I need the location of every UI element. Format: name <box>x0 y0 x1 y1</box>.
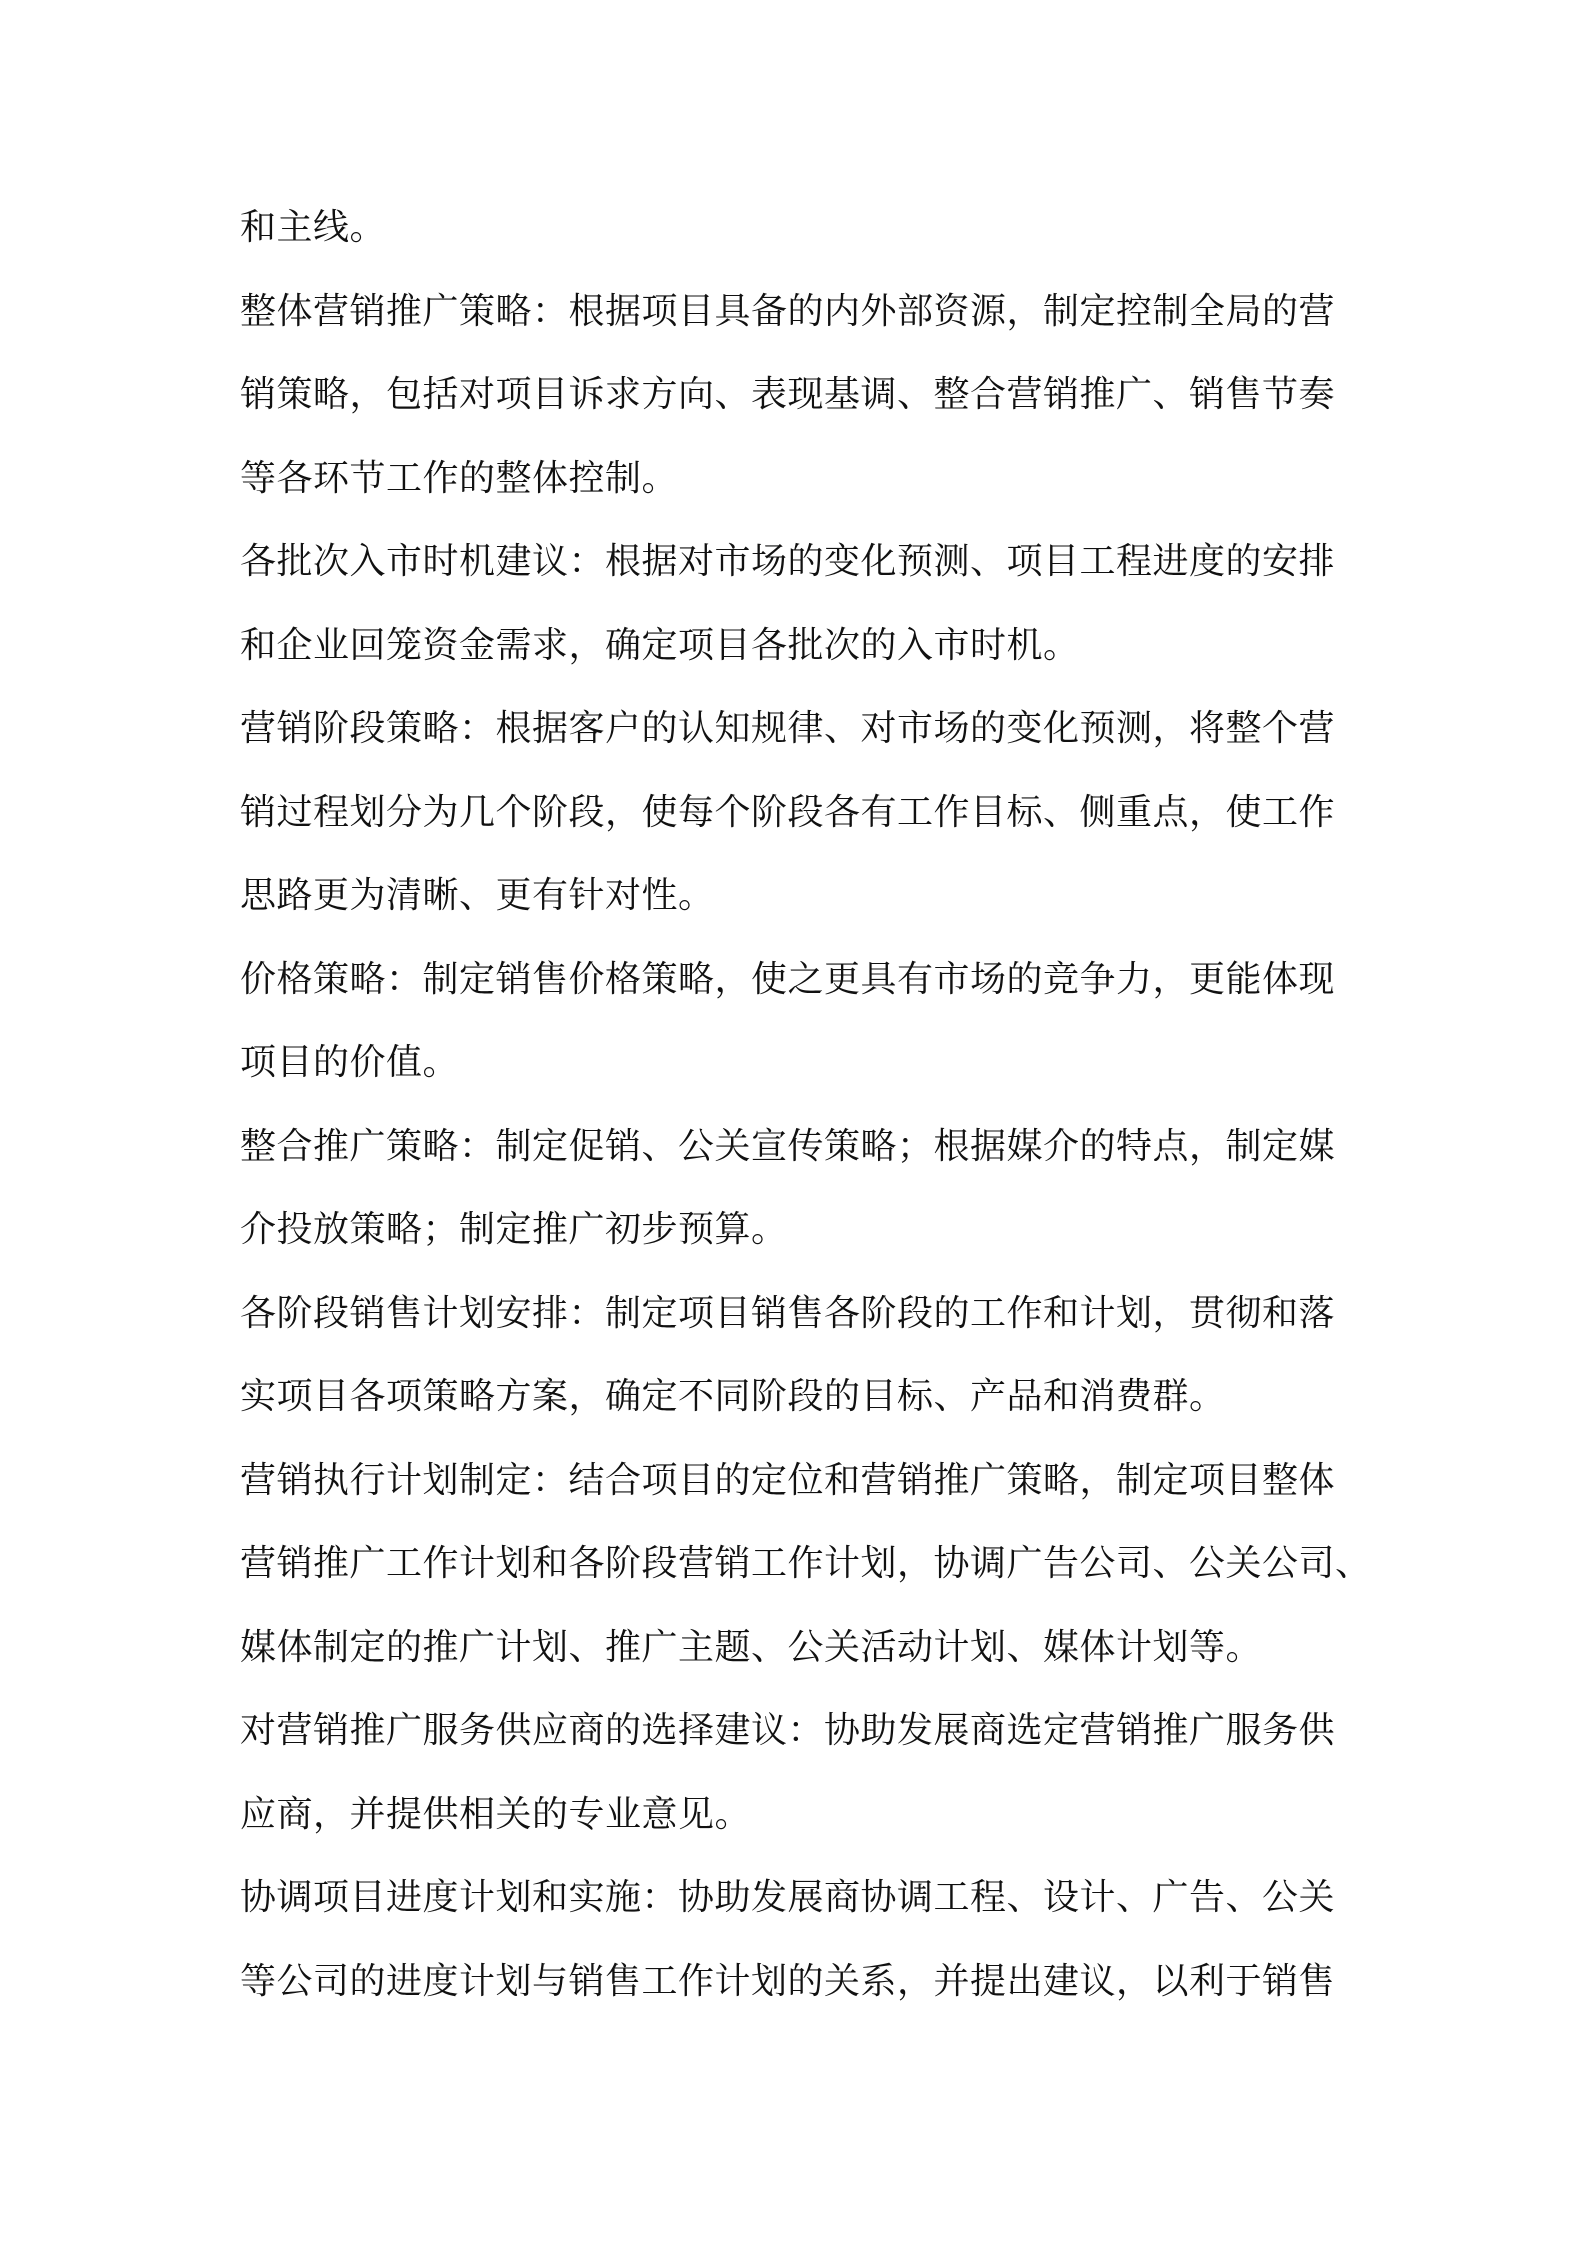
text-line: 各批次入市时机建议：根据对市场的变化预测、项目工程进度的安排 <box>240 541 1336 582</box>
text-line: 整合推广策略：制定促销、公关宣传策略；根据媒介的特点，制定媒 <box>240 1125 1336 1167</box>
text-line: 应商，并提供相关的专业意见。 <box>240 1793 752 1835</box>
text-line: 营销推广工作计划和各阶段营销工作计划，协调广告公司、公关公司、 <box>240 1543 1372 1584</box>
text-line: 销过程划分为几个阶段，使每个阶段各有工作目标、侧重点，使工作 <box>240 791 1336 833</box>
text-line: 整体营销推广策略：根据项目具备的内外部资源，制定控制全局的营 <box>240 290 1336 332</box>
text-line: 对营销推广服务供应商的选择建议：协助发展商选定营销推广服务供 <box>240 1710 1336 1751</box>
text-line: 思路更为清晰、更有针对性。 <box>240 875 715 916</box>
text-line: 等各环节工作的整体控制。 <box>240 457 679 499</box>
text-line: 协调项目进度计划和实施：协助发展商协调工程、设计、广告、公关 <box>240 1877 1336 1918</box>
text-line: 媒体制定的推广计划、推广主题、公关活动计划、媒体计划等。 <box>240 1626 1263 1668</box>
text-line: 销策略，包括对项目诉求方向、表现基调、整合营销推广、销售节奏 <box>240 374 1336 415</box>
text-line: 价格策略：制定销售价格策略，使之更具有市场的竞争力，更能体现 <box>240 958 1336 1000</box>
document-body <box>240 186 1372 2023</box>
text-line: 各阶段销售计划安排：制定项目销售各阶段的工作和计划，贯彻和落 <box>240 1292 1336 1334</box>
text-line: 营销执行计划制定：结合项目的定位和营销推广策略，制定项目整体 <box>240 1459 1336 1501</box>
text-line: 介投放策略；制定推广初步预算。 <box>240 1209 788 1250</box>
text-line: 实项目各项策略方案，确定不同阶段的目标、产品和消费群。 <box>240 1376 1226 1417</box>
text-line: 项目的价值。 <box>240 1042 460 1083</box>
text-line: 和主线。 <box>240 207 387 248</box>
text-line: 营销阶段策略：根据客户的认知规律、对市场的变化预测，将整个营 <box>240 708 1336 749</box>
text-line: 和企业回笼资金需求，确定项目各批次的入市时机。 <box>240 624 1080 666</box>
text-line: 等公司的进度计划与销售工作计划的关系，并提出建议，以利于销售 <box>240 1960 1336 2002</box>
